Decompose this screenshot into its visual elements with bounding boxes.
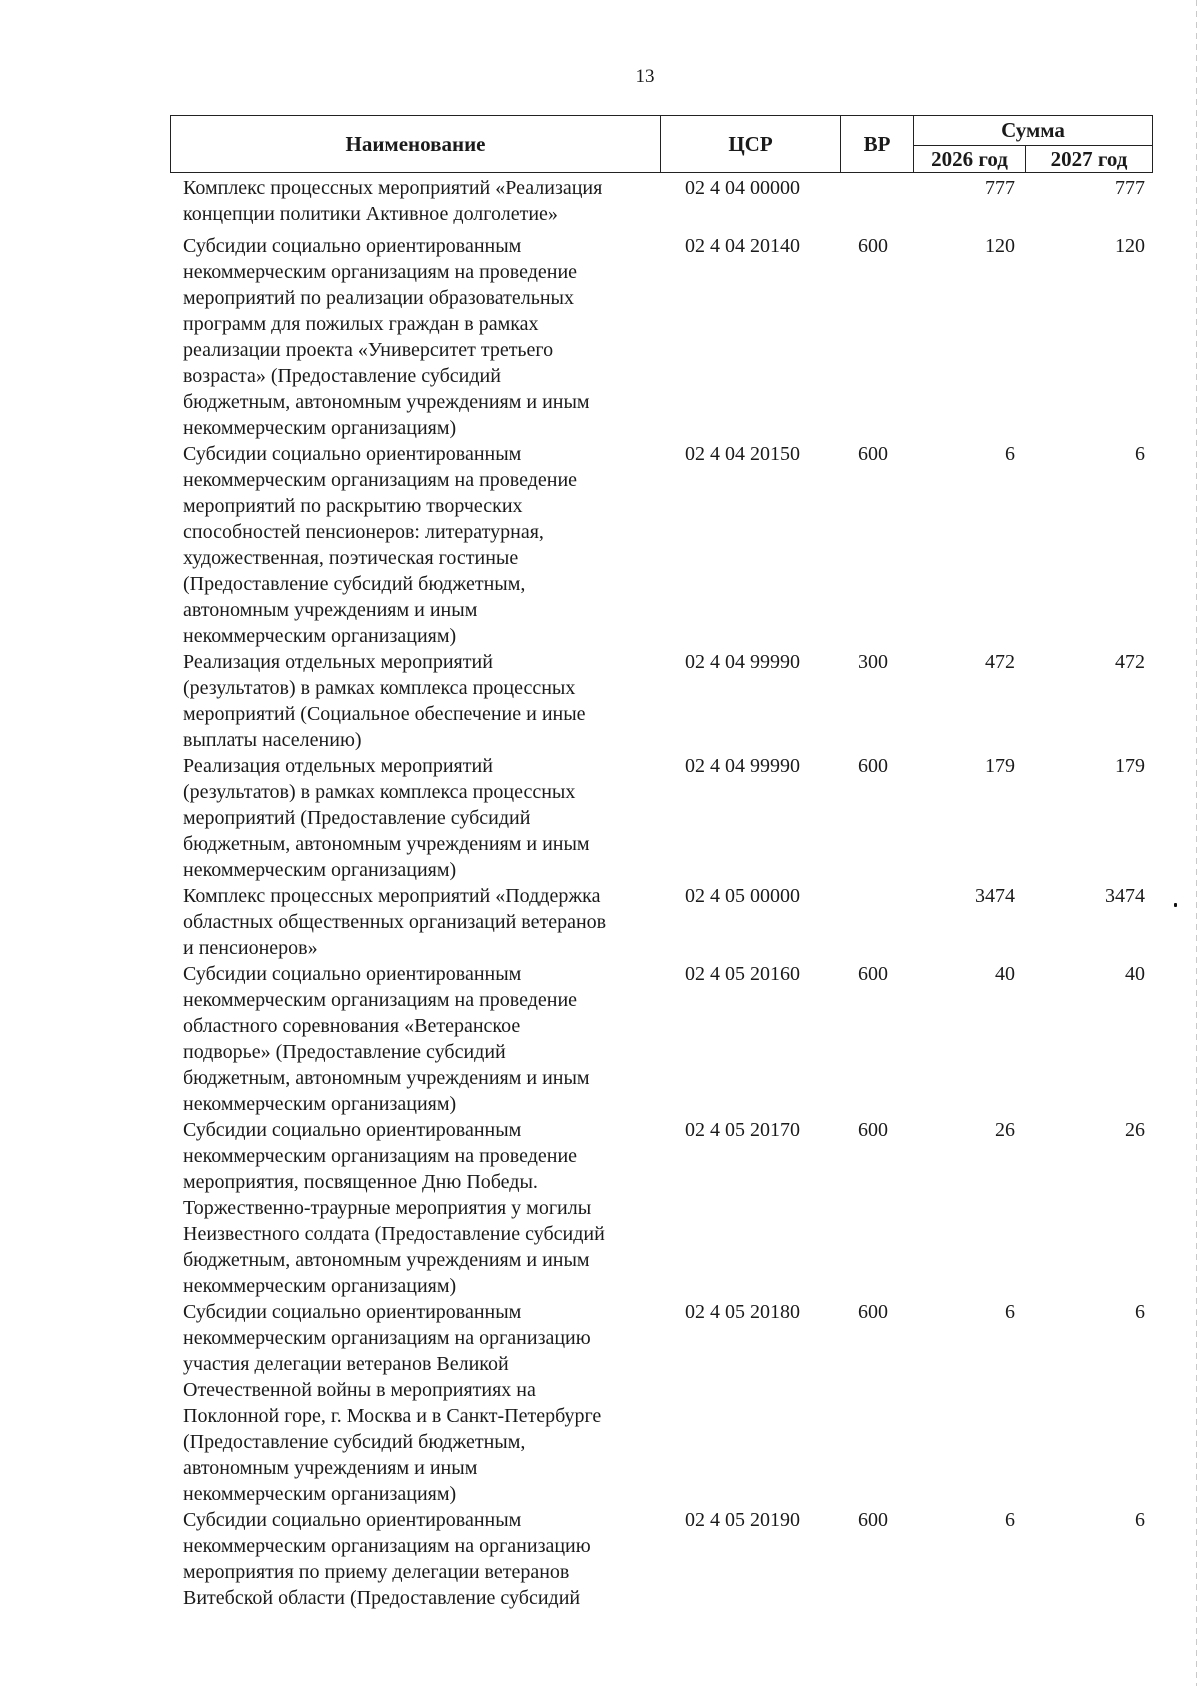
page-number: 13: [635, 66, 655, 87]
row-sum-2026: 777: [985, 177, 1015, 199]
row-name: Субсидии социально ориентированным некоммерческим организациям на организацию мероприятия по приему делегации ветеранов Витебской области (Предоставление субсидий: [183, 1509, 591, 1609]
row-sum-2027: 6: [1135, 1301, 1145, 1323]
row-name: Субсидии социально ориентированным некоммерческим организациям на проведение областного соревнования «Ветеранское подворье» (Предоставление субсидий бюджетным, автономным учреждениям и иным некоммерческим организациям): [183, 963, 590, 1115]
row-sum-2027: 6: [1135, 443, 1145, 465]
row-name: Субсидии социально ориентированным некоммерческим организациям на проведение мероприятий по реализации образовательных программ для пожилых граждан в рамках реализации проекта «Университет третьего возраста» (Предоставление субсидий бюджетным, автономным учреждениям и иным некоммерческим организациям): [183, 235, 590, 439]
row-name: Субсидии социально ориентированным некоммерческим организациям на проведение мероприятий по раскрытию творческих способностей пенсионеров: литературная, художественная, поэтическая гостиные (Предоставление субсидий бюджетным, автономным учреждениям и иным некоммерческим организациям): [183, 443, 578, 647]
table-row: [183, 1507, 1143, 1611]
row-sum-2026: 3474: [975, 885, 1015, 907]
row-sum-2027: 3474: [1105, 885, 1145, 907]
row-vr: 600: [858, 963, 888, 985]
row-csr: 02 4 04 20150: [685, 443, 800, 465]
table-row: [183, 1117, 1143, 1299]
row-name: Комплекс процессных мероприятий «Реализация концепции политики Активное долголетие»: [183, 177, 603, 225]
table-row: [183, 441, 1143, 649]
header-vr: ВР: [841, 116, 914, 172]
row-sum-2027: 777: [1115, 177, 1145, 199]
header-year-2027: 2027 год: [1050, 147, 1128, 171]
table-header: [170, 115, 1153, 173]
row-vr: 600: [858, 1119, 888, 1141]
row-vr: 600: [858, 1509, 888, 1531]
table-body: [183, 175, 1143, 1611]
row-sum-2026: 40: [995, 963, 1015, 985]
header-year-2026: 2026 год: [914, 146, 1026, 173]
row-vr: 600: [858, 755, 888, 777]
row-csr: 02 4 04 00000: [685, 177, 800, 199]
row-sum-2027: 6: [1135, 1509, 1145, 1531]
table-row: [183, 649, 1143, 753]
row-csr: 02 4 04 99990: [685, 755, 800, 777]
row-vr: 600: [858, 1301, 888, 1323]
row-sum-2026: 472: [985, 651, 1015, 673]
row-csr: 02 4 05 20190: [685, 1509, 800, 1531]
row-name: Субсидии социально ориентированным некоммерческим организациям на проведение мероприятия, посвященное Дню Победы. Торжественно-траурные мероприятия у могилы Неизвестного солдата (Предоставление субсидий бюджетным, автономным учреждениям и иным некоммерческим организациям): [183, 1119, 605, 1297]
row-csr: 02 4 04 20140: [685, 235, 800, 257]
row-sum-2026: 6: [1005, 1509, 1015, 1531]
row-vr: 300: [858, 651, 888, 673]
row-name: Реализация отдельных мероприятий (результатов) в рамках комплекса процессных мероприятий (Социальное обеспечение и иные выплаты населению): [183, 651, 586, 751]
row-name: Субсидии социально ориентированным некоммерческим организациям на организацию участия делегации ветеранов Великой Отечественной войны в мероприятиях на Поклонной горе, г. Москва и в Санкт-Петербурге (Предоставление субсидий бюджетным, автономным учреждениям и иным некоммерческим организациям): [183, 1301, 602, 1505]
row-sum-2027: 179: [1115, 755, 1145, 777]
row-csr: 02 4 05 20160: [685, 963, 800, 985]
table-row: [183, 883, 1143, 961]
row-sum-2027: 472: [1115, 651, 1145, 673]
scan-speck: [1174, 903, 1177, 907]
row-csr: 02 4 05 20180: [685, 1301, 800, 1323]
table-row: [183, 753, 1143, 883]
row-sum-2026: 6: [1005, 1301, 1015, 1323]
table-row: [183, 961, 1143, 1117]
table-row: [183, 1299, 1143, 1507]
table-row: [183, 233, 1143, 441]
header-name: Наименование: [171, 116, 661, 172]
row-csr: 02 4 05 20170: [685, 1119, 800, 1141]
row-sum-2027: 26: [1125, 1119, 1145, 1141]
row-sum-2026: 6: [1005, 443, 1015, 465]
row-name: Реализация отдельных мероприятий (результатов) в рамках комплекса процессных мероприятий (Предоставление субсидий бюджетным, автономным учреждениям и иным некоммерческим организациям): [183, 755, 590, 881]
row-csr: 02 4 05 00000: [685, 885, 800, 907]
scan-edge-line: [1196, 0, 1197, 1686]
row-sum-2027: 40: [1125, 963, 1145, 985]
header-csr: ЦСР: [661, 116, 841, 172]
row-vr: 600: [858, 443, 888, 465]
row-sum-2026: 179: [985, 755, 1015, 777]
table-row: [183, 175, 1143, 227]
row-csr: 02 4 04 99990: [685, 651, 800, 673]
row-sum-2026: 26: [995, 1119, 1015, 1141]
row-sum-2026: 120: [985, 235, 1015, 257]
row-name: Комплекс процессных мероприятий «Поддержка областных общественных организаций ветеранов и пенсионеров»: [183, 885, 607, 959]
row-vr: 600: [858, 235, 888, 257]
header-sum: Сумма: [914, 116, 1152, 146]
row-sum-2027: 120: [1115, 235, 1145, 257]
